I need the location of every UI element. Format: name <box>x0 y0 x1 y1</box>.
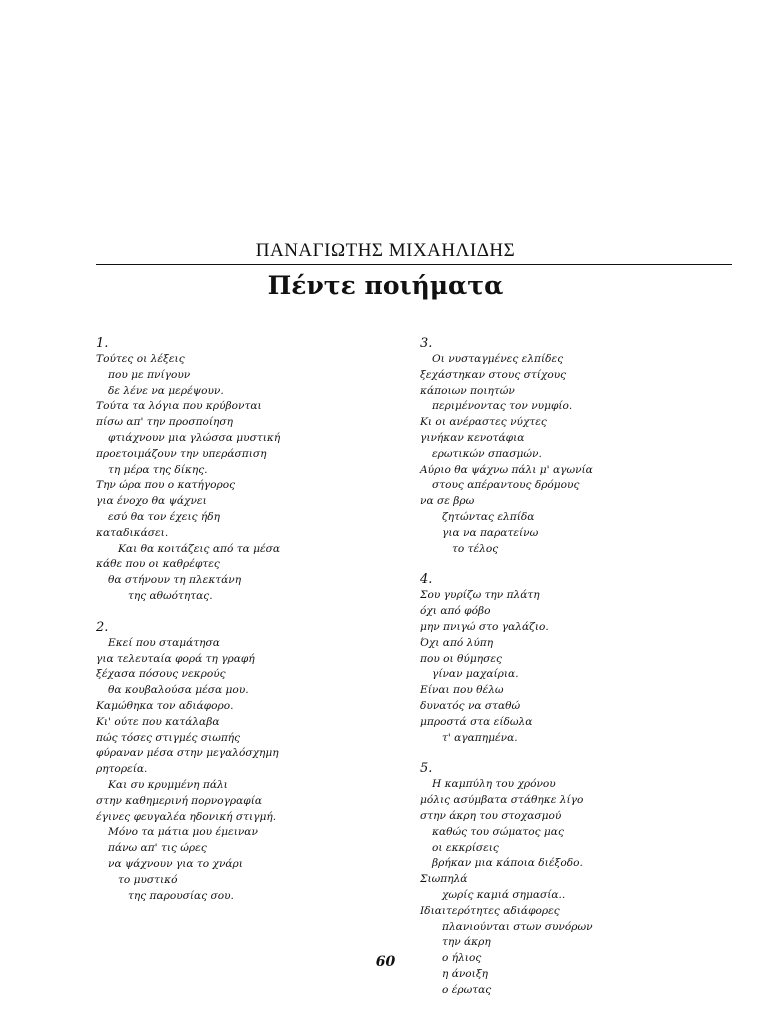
poem-line: ερωτικών σπασμών. <box>432 447 542 460</box>
poem-line: στην άκρη του στοχασμού <box>420 809 562 822</box>
poem-line: για τελευταία φορά τη γραφή <box>96 652 255 665</box>
poem-line: το τέλος <box>452 542 499 555</box>
poem-line: καθώς του σώματος μας <box>432 825 564 838</box>
poem-line: Την ώρα που ο κατήγορος <box>96 479 236 492</box>
poem-line: κάποιων ποιητών <box>420 384 515 397</box>
poem-line: Καμώθηκα τον αδιάφορο. <box>96 699 234 712</box>
poem-line: ζητώντας ελπίδα <box>442 510 535 523</box>
page-number: 60 <box>375 954 396 970</box>
page-title: Πέντε ποιήματα <box>267 271 504 300</box>
poem-line: ρητορεία. <box>96 763 148 776</box>
poem-line: η άνοιξη <box>442 967 489 980</box>
poem <box>420 336 740 557</box>
poem-line: το μυστικό <box>118 873 178 886</box>
poem-line: μόλις ασύμβατα στάθηκε λίγο <box>420 794 584 807</box>
poem-line: Τούτα τα λόγια που κρύβονται <box>96 400 262 413</box>
poem-line: ο έρωτας <box>442 983 492 996</box>
poem-line: Τούτες οι λέξεις <box>96 353 185 365</box>
poem-line: γίναν μαχαίρια. <box>432 668 519 681</box>
poem-number: 5. <box>420 761 433 777</box>
poem-line: Κι οι ανέραστες νύχτες <box>420 416 547 429</box>
poem-line: που με πνίγουν <box>108 368 191 381</box>
poem-line: Και θα κοιτάζεις από τα μέσα <box>118 542 281 555</box>
poem-line: Ιδιαιτερότητες αδιάφορες <box>420 904 560 917</box>
poem-number: 3. <box>420 336 433 351</box>
poem-line: ξεχάστηκαν στους στίχους <box>420 368 567 381</box>
poem-number: 4. <box>420 572 433 588</box>
poem-number: 1. <box>96 336 109 351</box>
poem-line: πάνω απ' τις ώρες <box>108 842 207 855</box>
poem-line: οι εκκρίσεις <box>432 841 499 854</box>
poem-line: Σιωπηλά <box>420 873 468 886</box>
poem-line: κάθε που οι καθρέφτες <box>96 558 220 571</box>
poem-line: Σου γυρίζω την πλάτη <box>420 589 540 602</box>
poem-line: γινήκαν κενοτάφια <box>420 431 525 444</box>
poem-line: Και συ κρυμμένη πάλι <box>108 778 228 791</box>
poem-number: 2. <box>96 619 109 635</box>
poem-line: Κι' ούτε που κατάλαβα <box>96 715 220 728</box>
poem-line: βρήκαν μια κάποια διέξοδο. <box>432 857 583 870</box>
poem-line: Η καμπύλη του χρόνου <box>432 778 556 791</box>
poem <box>96 620 396 905</box>
poem-line: μην πνιγώ στο γαλάζιο. <box>420 620 549 633</box>
poem-line: την άκρη <box>442 936 491 949</box>
poem-line: θα στήνουν τη πλεκτάνη <box>108 574 242 587</box>
poem-line: στην καθημερινή πορνογραφία <box>96 794 263 807</box>
poem-line: Οι νυσταγμένες ελπίδες <box>432 353 564 365</box>
left-column <box>96 336 396 919</box>
poem-line: πλανιούνται στων συνόρων <box>442 920 593 933</box>
poem-line: χωρίς καμιά σημασία.. <box>442 888 566 901</box>
poem-line: της παρουσίας σου. <box>128 889 234 902</box>
poem-line: καταδικάσει. <box>96 526 169 539</box>
poem-line: Μόνο τα μάτια μου έμειναν <box>108 826 258 839</box>
poem-line: θα κουβαλούσα μέσα μου. <box>108 684 249 697</box>
poem-line: της αθωότητας. <box>128 589 213 602</box>
poem-line: φτιάχνουν μια γλώσσα μυστική <box>108 431 281 444</box>
poem-line: που οι θύμησες <box>420 652 502 665</box>
poem-line: Εκεί που σταμάτησα <box>108 636 220 649</box>
poem-line: για να παρατείνω <box>442 526 539 539</box>
poem-line: ξέχασα πόσους νεκρούς <box>96 668 226 681</box>
poem-line: Είναι που θέλω <box>420 684 504 697</box>
poem-line: φύραναν μέσα στην μεγαλόσχημη <box>96 747 279 760</box>
poem-line: να σε βρω <box>420 495 475 508</box>
poem-line: όχι από φόβο <box>420 605 491 618</box>
poem-line: να ψάχνουν για το χνάρι <box>108 857 243 870</box>
poem-line: για ένοχο θα ψάχνει <box>96 495 207 508</box>
poem-line: Όχι από λύπη <box>420 636 494 649</box>
poem-line: προετοιμάζουν την υπεράσπιση <box>96 447 267 460</box>
poem-line: στους απέραντους δρόμους <box>432 479 580 492</box>
poem-line: εσύ θα τον έχεις ήδη <box>108 510 220 523</box>
poem-line: δυνατός να σταθώ <box>420 699 521 712</box>
poem-line: πίσω απ' την προσποίηση <box>96 416 233 429</box>
header-rule <box>96 264 732 265</box>
poem-line: ο ήλιος <box>442 952 482 965</box>
poem-line: τ' αγαπημένα. <box>442 731 518 744</box>
poem-line: πώς τόσες στιγμές σιωπής <box>96 731 241 744</box>
right-column <box>420 336 740 1013</box>
author-name: ΠΑΝΑΓΙΩΤΗΣ ΜΙΧΑΗΛΙΔΗΣ <box>255 240 516 261</box>
poem-line: περιμένοντας τον νυμφίο. <box>432 400 573 413</box>
poem-line: δε λένε να μερέψουν. <box>108 384 224 397</box>
poem-line: μπροστά στα είδωλα <box>420 715 533 728</box>
poem <box>420 572 740 746</box>
poem-line: τη μέρα της δίκης. <box>108 463 208 476</box>
poem <box>96 336 396 605</box>
poem-line: έγινες φευγαλέα ηδονική στιγμή. <box>96 810 277 823</box>
poem-line: Αύριο θα ψάχνω πάλι μ' αγωνία <box>420 463 593 476</box>
